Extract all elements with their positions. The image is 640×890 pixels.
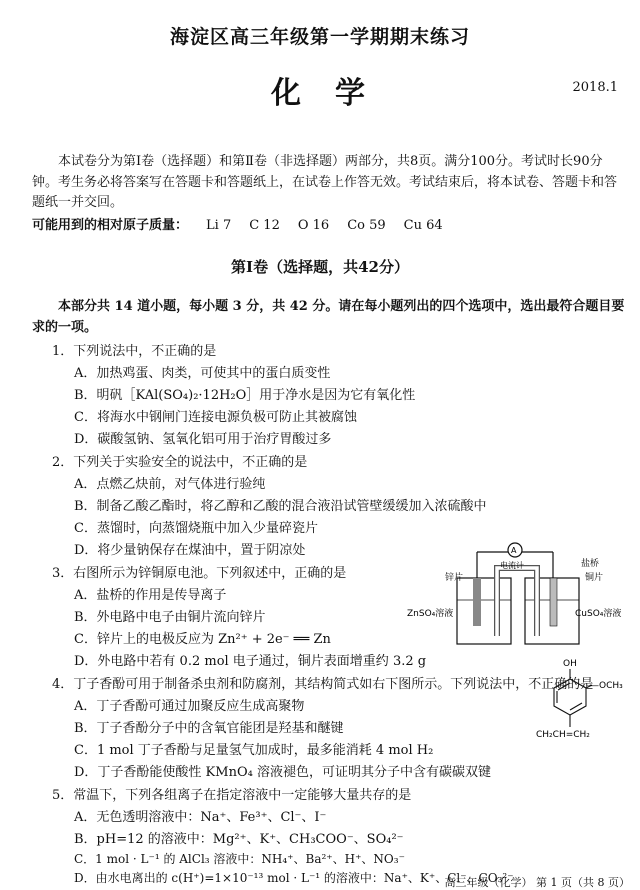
question-5-option-a: A．无色透明溶液中：Na⁺、Fe³⁺、Cl⁻、I⁻ xyxy=(74,810,327,825)
eugenol-structure-figure xyxy=(530,655,630,750)
question-3-option-b: B．外电路中电子由铜片流向锌片 xyxy=(74,610,266,625)
question-3-stem: 3．右图所示为锌铜原电池。下列叙述中，正确的是 xyxy=(52,566,347,581)
mass-li: Li 7 xyxy=(206,218,232,233)
question-2-stem: 2．下列关于实验安全的说法中，不正确的是 xyxy=(52,455,308,470)
question-3-option-c: C．锌片上的电极反应为 Zn²⁺ + 2e⁻ ══ Zn xyxy=(74,632,331,647)
question-1-option-c: C．将海水中钢闸门连接电源负极可防止其被腐蚀 xyxy=(74,410,357,425)
question-4-stem: 4．丁子香酚可用于制备杀虫剂和防腐剂，其结构简式如右下图所示。下列说法中，不正确的是 xyxy=(52,677,594,692)
intro-paragraph: 本试卷分为第Ⅰ卷（选择题）和第Ⅱ卷（非选择题）两部分，共8页。满分100分。考试时长90分钟。考生务必将答案写在答题卡和答题纸上，在试卷上作答无效。考试结束后，将本试卷、答题卡和答题纸一并交回。 xyxy=(32,154,618,210)
mass-co: Co 59 xyxy=(347,218,386,233)
methoxy-label: —OCH₃ xyxy=(590,681,623,691)
question-5-option-c: C．1 mol · L⁻¹ 的 AlCl₃ 溶液中：NH₄⁺、Ba²⁺、H⁺、NO₃⁻ xyxy=(74,852,405,866)
znso4-label: ZnSO₄溶液 xyxy=(407,609,454,619)
atomic-masses-label: 可能用到的相对原子质量： xyxy=(32,218,189,233)
question-5-stem: 5．常温下，下列各组离子在指定溶液中一定能够大量共存的是 xyxy=(52,788,412,803)
question-2-option-c: C．蒸馏时，向蒸馏烧瓶中加入少量碎瓷片 xyxy=(74,521,318,536)
question-4-option-c: C．1 mol 丁子香酚与足量氢气加成时，最多能消耗 4 mol H₂ xyxy=(74,743,434,758)
question-1-option-b: B．明矾［KAl(SO₄)₂·12H₂O］用于净水是因为它有氧化性 xyxy=(74,388,416,403)
galvanic-cell-figure xyxy=(405,540,630,652)
mass-cu: Cu 64 xyxy=(403,218,443,233)
copper-label: 铜片 xyxy=(585,573,604,583)
page-footer: 高三年级（化学） 第 1 页（共 8 页） xyxy=(444,876,630,889)
question-5-option-d: D．由水电离出的 c(H⁺)=1×10⁻¹³ mol · L⁻¹ 的溶液中：Na⁺、K⁺、Cl⁻、CO₃²⁻ xyxy=(74,871,514,885)
question-2-option-d: D．将少量钠保存在煤油中，置于阴凉处 xyxy=(74,543,306,558)
part1-heading: 第Ⅰ卷（选择题，共42分） xyxy=(231,258,409,276)
hydroxyl-label: OH xyxy=(563,659,577,669)
copper-electrode xyxy=(550,578,557,626)
question-3-option-d: D．外电路中若有 0.2 mol 电子通过，铜片表面增重约 3.2 g xyxy=(74,654,427,669)
part1-instructions: 本部分共 14 道小题，每小题 3 分，共 42 分。请在每小题列出的四个选项中，选出最符合题目要求的一项。 xyxy=(32,299,625,335)
question-4-option-a: A．丁子香酚可通过加聚反应生成高聚物 xyxy=(74,699,305,714)
question-3-option-a: A．盐桥的作用是传导离子 xyxy=(74,588,227,603)
question-4-option-d: D．丁子香酚能使酸性 KMnO₄ 溶液褪色，可证明其分子中含有碳碳双键 xyxy=(74,765,491,780)
question-4-option-b: B．丁子香酚分子中的含氧官能团是羟基和醚键 xyxy=(74,721,344,736)
atomic-masses xyxy=(32,214,443,233)
cuso4-label: CuSO₄溶液 xyxy=(575,609,622,619)
zinc-label: 锌片 xyxy=(445,573,464,583)
salt-bridge-label: 盐桥 xyxy=(581,559,600,569)
exam-title: 海淀区高三年级第一学期期末练习 xyxy=(169,26,470,48)
ammeter-label: A xyxy=(511,546,517,555)
allyl-label: CH₂CH=CH₂ xyxy=(536,730,590,740)
question-1-option-a: A．加热鸡蛋、肉类，可使其中的蛋白质变性 xyxy=(74,366,331,381)
exam-date: 2018.1 xyxy=(572,80,618,95)
mass-o: O 16 xyxy=(297,218,330,233)
zinc-electrode xyxy=(473,578,481,626)
question-1-stem: 1．下列说法中，不正确的是 xyxy=(52,344,217,359)
subject-title: 化学 xyxy=(271,76,399,111)
question-1-option-d: D．碳酸氢钠、氢氧化铝可用于治疗胃酸过多 xyxy=(74,432,332,447)
beaker-left xyxy=(457,578,511,644)
mass-c: C 12 xyxy=(249,218,280,233)
question-2-option-a: A．点燃乙炔前，对气体进行验纯 xyxy=(74,477,266,492)
question-5-option-b: B．pH=12 的溶液中：Mg²⁺、K⁺、CH₃COO⁻、SO₄²⁻ xyxy=(74,832,404,847)
question-2-option-b: B．制备乙酸乙酯时，将乙醇和乙酸的混合液沿试管壁缓缓加入浓硫酸中 xyxy=(74,499,487,514)
current-meter-label: 电流计 xyxy=(500,561,524,570)
